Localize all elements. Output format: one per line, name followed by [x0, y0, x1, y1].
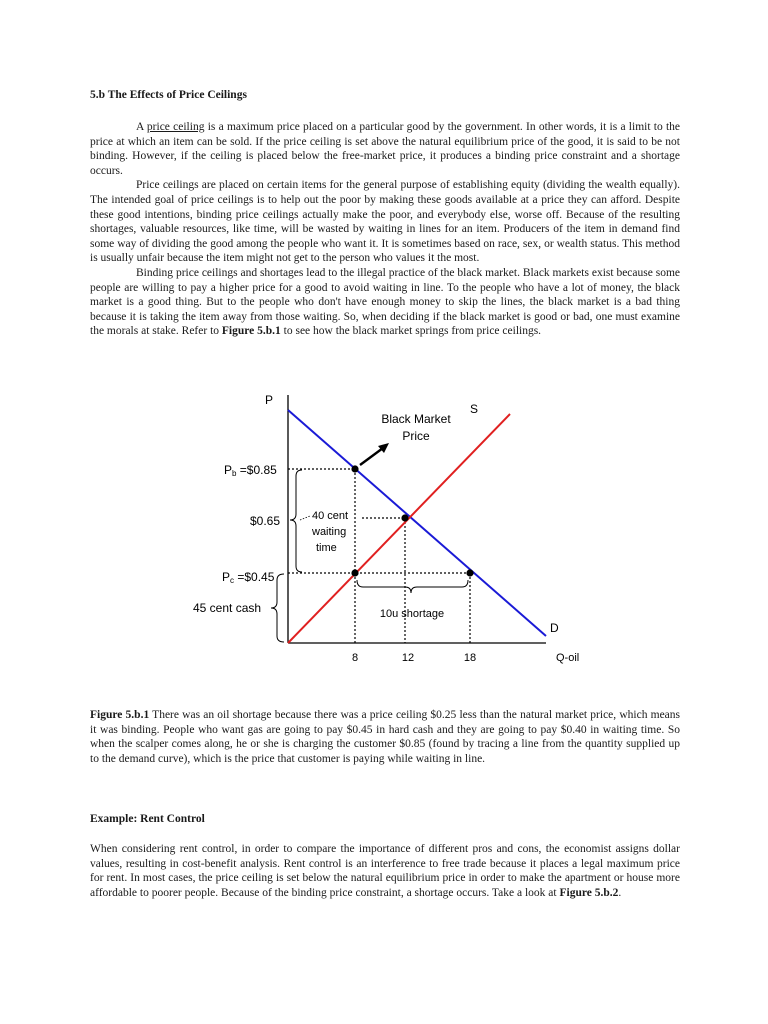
price-label-black-market: Pb =$0.85	[224, 463, 277, 478]
black-market-label: Price	[402, 429, 430, 443]
cash-label: 45 cent cash	[193, 601, 262, 615]
figure-caption: Figure 5.b.1 There was an oil shortage because there was a price ceiling $0.25 less than the natural market price, which means it was binding. People who want gas are going to pay $0.45 in hard cash and they are going to pay $0.40 in waiting time. So when the scalper comes along, he or she is charging the customer $0.85 (found by tracing a line from the quantity supplied up to the demand curve), which is the price that customer is paying while waiting in line.	[90, 709, 680, 765]
y-axis-label: P	[265, 393, 274, 407]
black-market-label: Black Market	[381, 412, 451, 426]
example-paragraph: When considering rent control, in order to compare the importance of different pros and cons, the economist assigns dollar values, resulting in cost-benefit analysis. Rent control is an interference to free trade because it places a legal maximum price for rent. In most cases, the price ceiling is set below the natural equilibrium price in order to make the apartment or house more affordable to poorer people. Because of the binding price constraint, a shortage occurs. Take a look at Figure 5.b.2.	[90, 843, 680, 899]
black-market-arrow	[360, 448, 383, 465]
shortage-label: 10u shortage	[379, 608, 445, 620]
figure-reference: Figure 5.b.2	[559, 886, 619, 899]
paragraph-3: Binding price ceilings and shortages lead to the illegal practice of the black market. Black markets exist because some people are willing to pay a higher price for a good to avoid waiting in line. To the people who have a lot of money, the black market is a good thing. But to the people who don't have enough money to skip the lines, the black market is a bad thing because it is taking the item away from those waiting. So, when deciding if the black market is good or bad, one must examine the morals at stake. Refer to Figure 5.b.1 to see how the black market springs from price ceilings.	[90, 266, 680, 338]
waiting-time-label: waiting	[312, 526, 347, 538]
waiting-time-label: 40 cent	[312, 510, 349, 522]
demand-label: D	[550, 621, 559, 635]
x-tick-label: 12	[401, 652, 415, 664]
price-label-equilibrium: $0.65	[250, 514, 281, 528]
shortage-brace	[357, 580, 468, 593]
section-heading: 5.b The Effects of Price Ceilings	[90, 89, 247, 101]
x-axis-label: Q-oil	[556, 652, 580, 664]
equilibrium-point	[401, 514, 408, 521]
waiting-time-label: time	[316, 542, 337, 554]
waiting-time-pointer	[300, 516, 310, 520]
caption-label: Figure 5.b.1	[90, 709, 150, 721]
quantity-demanded-point	[466, 569, 473, 576]
cash-brace	[271, 574, 284, 642]
price-label-ceiling: Pc =$0.45	[222, 570, 275, 585]
example-heading: Example: Rent Control	[90, 813, 205, 825]
black-market-point	[351, 465, 358, 472]
figure-reference: Figure 5.b.1	[221, 325, 281, 338]
x-tick-label: 18	[463, 652, 477, 664]
supply-label: S	[470, 402, 479, 416]
waiting-time-brace	[290, 470, 302, 572]
x-tick-label: 8	[351, 652, 359, 664]
quantity-supplied-point	[351, 569, 358, 576]
price-ceiling-term: price ceiling	[146, 121, 205, 133]
paragraph-1: A price ceiling is a maximum price placed on a particular good by the government. In other words, it is a limit to the price at which an item can be sold. If the price ceiling is set above the natural equilibrium price of the good, it is said to be not binding. However, if the ceiling is placed below the free-market price, it produces a binding price constraint and a shortage occurs.	[90, 121, 681, 177]
paragraph-2: Price ceilings are placed on certain items for the general purpose of establishing equity (dividing the wealth equally). The intended goal of price ceilings is to help out the poor by making these goods available at a price they can afford. Despite these good intentions, binding price ceilings actually make the poor, and everybody else, worse off. Because of the resulting shortages, valuable resources, like time, will be wasted by waiting in lines for an item. Producers of the item in demand find some way of dividing the good among the people who want it. It is sometimes based on race, sex, or wealth status. This method is usually unfair because the item might not get to the person who values it the most.	[90, 179, 680, 265]
